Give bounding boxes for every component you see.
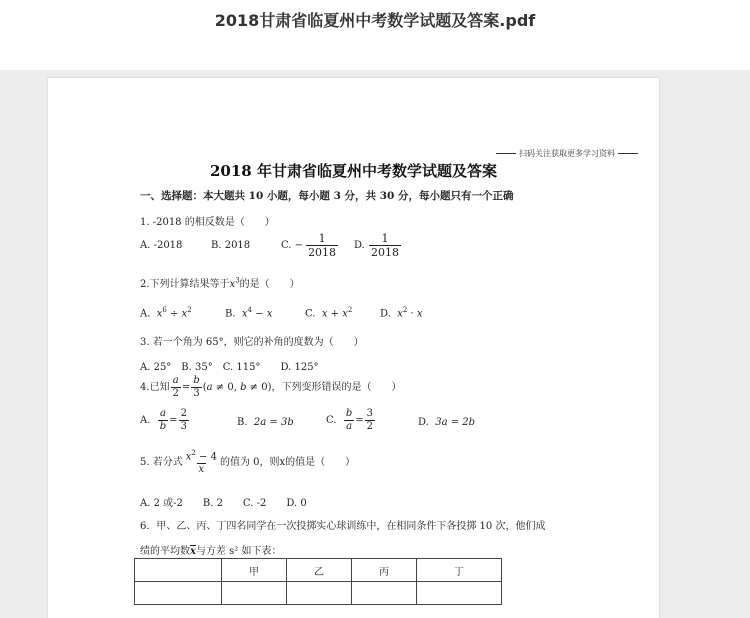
table-row bbox=[135, 582, 502, 605]
doc-title: 2018 年甘肃省临夏州中考数学试题及答案 bbox=[210, 162, 497, 180]
q2-option-d: D. $x^2 \cdot x$ bbox=[380, 306, 423, 320]
q6-line1: 6．甲、乙、丙、丁四名同学在一次投掷实心球训练中，在相同条件下各投掷 10 次，他们成 bbox=[140, 521, 546, 532]
q1-option-c: C. − $\frac{1}{2018}$ bbox=[281, 232, 337, 259]
table-header-cell: 乙 bbox=[287, 559, 352, 582]
q2-option-b: B. $x^4 - x$ bbox=[225, 306, 273, 320]
q1-option-a: A. -2018 bbox=[140, 240, 183, 251]
q5-options: A. 2 或-2 B. 2 C. -2 D. 0 bbox=[140, 498, 307, 509]
q2-option-c: C. $x + x^2$ bbox=[305, 306, 353, 320]
q6-line2: 绩的平均数$\overline{x}$与方差 s² 如下表： bbox=[140, 546, 282, 557]
q4-option-a: A. $\frac{a}{b}$ = $\frac{2}{3}$ bbox=[140, 408, 187, 432]
q3-stem: 3. 若一个角为 65°，则它的补角的度数为（ ） bbox=[140, 337, 364, 348]
q4-stem: 4.已知 $\frac{a}{2}$ = $\frac{b}{3}$ (a ≠ 0, b ≠ 0)，下列变形错误的是（ ） bbox=[140, 375, 402, 399]
q1-option-d: D. $\frac{1}{2018}$ bbox=[354, 232, 400, 259]
file-title: 2018甘肃省临夏州中考数学试题及答案.pdf bbox=[214, 11, 536, 30]
viewer-topbar bbox=[0, 0, 750, 70]
table-header-cell bbox=[135, 559, 222, 582]
section-heading: 一、选择题：本大题共 10 小题，每小题 3 分，共 30 分，每小题只有一个正确 bbox=[140, 190, 514, 202]
pdf-page bbox=[48, 78, 659, 618]
q3-options: A. 25° B. 35° C. 115° D. 125° bbox=[140, 362, 319, 373]
q4-option-d: D. 3a = 2b bbox=[418, 417, 476, 428]
q6-table bbox=[134, 558, 502, 605]
table-header-cell: 甲 bbox=[222, 559, 287, 582]
q1-option-b: B. 2018 bbox=[211, 240, 251, 251]
q1-stem: 1. -2018 的相反数是（ ） bbox=[140, 217, 275, 228]
q5-stem: 5. 若分式 $\frac{x^2 - 4}{x}$ 的值为 0，则x的值是（ ） bbox=[140, 449, 356, 476]
table-header-cell: 丁 bbox=[417, 559, 502, 582]
table-header-cell: 丙 bbox=[352, 559, 417, 582]
scan-note: 扫码关注获取更多学习资料 bbox=[493, 148, 641, 159]
q2-stem: 2.下列计算结果等于$x^3$的是（ ） bbox=[140, 276, 300, 290]
table-header-row bbox=[135, 559, 502, 582]
q4-option-c: C. $\frac{b}{a}$ = $\frac{3}{2}$ bbox=[326, 408, 374, 432]
q4-option-b: B. 2a = 3b bbox=[237, 417, 294, 428]
q2-option-a: A. $x^6 \div x^2$ bbox=[140, 306, 192, 320]
